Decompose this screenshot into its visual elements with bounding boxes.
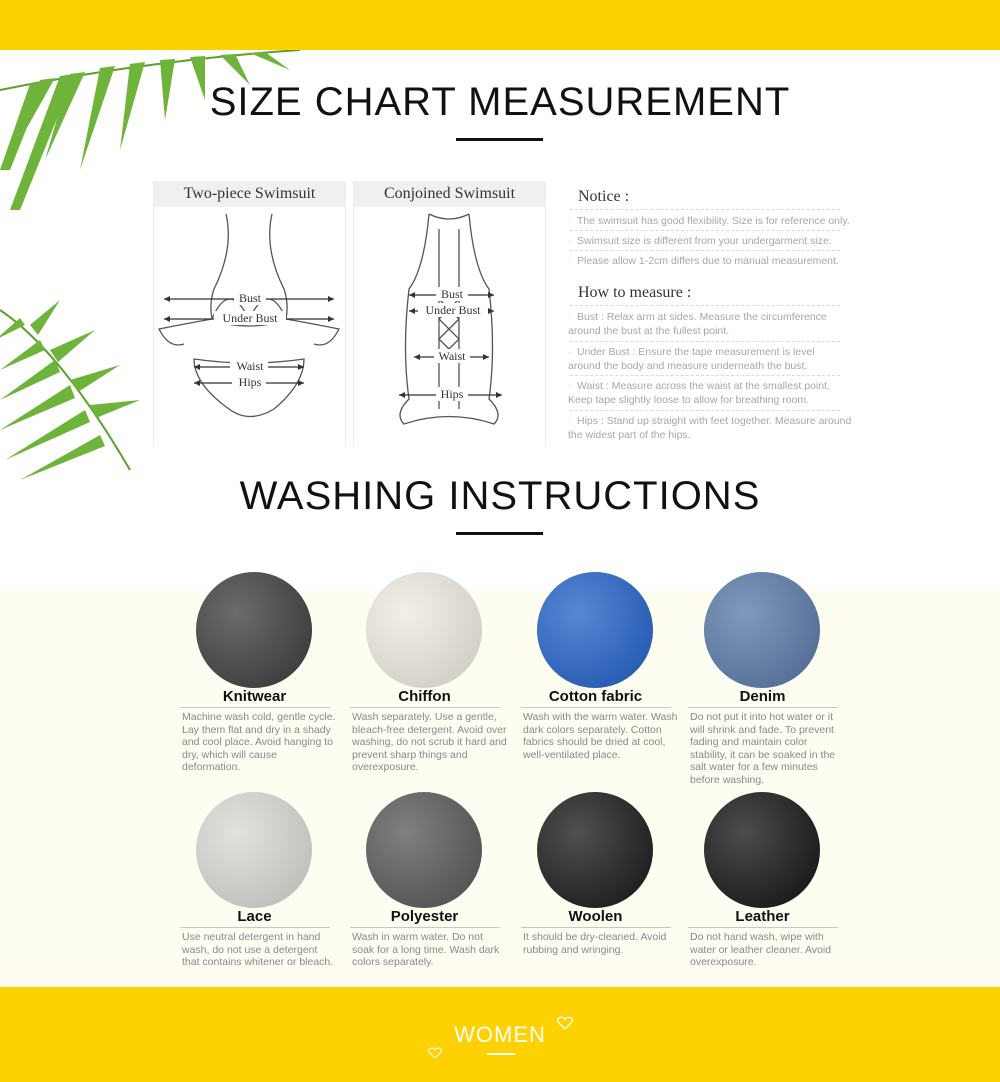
notice-divider [570,250,840,251]
two-piece-swimsuit-diagram [154,209,345,446]
fabric-name: Knitwear [222,688,287,705]
notice-divider [570,230,840,231]
two-piece-label-under-bust: Under Bust [222,311,278,325]
fabric-care-text: Do not put it into hot water or it will shrink and fade. To prevent fading and maintain color stability, it can be soaked in the salt water for a few minutes before washing. [690,711,836,786]
conjoined-heading: Conjoined Swimsuit [354,181,545,207]
fabric-swatch [704,572,820,688]
fabric-name: Polyester [390,908,459,925]
fabric-name: Denim [739,688,786,705]
fabric-name: Cotton fabric [548,688,643,705]
fabric-divider [180,707,330,708]
how-to-item: · Under Bust : Ensure the tape measurement is level around the body and measure underneath the bust. [568,346,815,372]
conjoined-label-hips: Hips [440,387,464,401]
two-piece-label-waist: Waist [236,359,264,373]
how-to-item: · Waist : Measure across the waist at the smallest point. Keep tape slightly loose to allow for breathing room. [568,380,830,406]
two-piece-label-bust: Bust [238,291,262,305]
fabric-divider [180,927,330,928]
two-piece-panel [153,181,346,446]
how-to-divider [570,305,840,306]
fabric-swatch [366,792,482,908]
heart-icon [557,1016,573,1030]
fabric-divider [688,707,838,708]
fabric-swatch [196,572,312,688]
how-to-divider [570,375,840,376]
fabric-swatch [704,792,820,908]
fabric-care-text: Machine wash cold, gentle cycle. Lay them flat and dry in a shady and cool place. Avoid hanging to dry, which will cause deformation. [182,711,336,773]
notice-heading: Notice : [578,188,630,205]
conjoined-panel [353,181,546,446]
fabric-care-text: It should be dry-cleaned. Avoid rubbing and wringing. [523,931,667,956]
two-piece-heading: Two-piece Swimsuit [154,181,345,207]
washing-background [0,590,1000,987]
fabric-care-text: Wash in warm water. Do not soak for a long time. Wash dark colors separately. [352,931,500,968]
notice-item: · Swimsuit size is different from your undergarment size. [568,235,832,247]
heart-icon [428,1047,442,1059]
fabric-care-text: Use neutral detergent in hand wash, do not use a detergent that contains whitener or bleach. [182,931,334,968]
how-to-heading: How to measure : [578,284,692,301]
fabric-divider [688,927,838,928]
size-chart-title: SIZE CHART MEASUREMENT [209,80,791,124]
how-to-divider [570,341,840,342]
fabric-divider [350,927,500,928]
how-to-item: · Bust : Relax arm at sides. Measure the circumference around the bust at the fullest point. [568,311,827,337]
conjoined-label-bust: Bust [440,287,464,301]
fabric-divider [350,707,500,708]
fabric-swatch [537,792,653,908]
notice-item: · The swimsuit has good flexibility. Size is for reference only. [568,215,850,227]
fabric-name: Lace [237,908,272,925]
how-to-divider [570,410,840,411]
fabric-name: Woolen [568,908,623,925]
notice-divider [570,209,840,210]
fabric-care-text: Wash separately. Use a gentle, bleach-free detergent. Avoid over washing, do not scrub it hard and prevent sharp things and overexposure. [352,711,507,773]
footer-underline [487,1053,515,1055]
top-yellow-bar [0,0,1000,50]
footer-women-label: WOMEN [454,1022,546,1047]
two-piece-label-hips: Hips [238,375,262,389]
fabric-swatch [366,572,482,688]
fabric-divider [521,927,671,928]
fabric-swatch [537,572,653,688]
washing-title: WASHING INSTRUCTIONS [239,474,761,518]
fabric-name: Chiffon [398,688,451,705]
conjoined-label-under-bust: Under Bust [425,303,481,317]
fabric-care-text: Do not hand wash, wipe with water or leather cleaner. Avoid overexposure. [690,931,832,968]
conjoined-label-waist: Waist [438,349,466,363]
how-to-item: · Hips : Stand up straight with feet together. Measure around the widest part of the hips. [568,415,852,441]
fabric-name: Leather [735,908,790,925]
washing-title-rule [456,532,543,535]
fabric-care-text: Wash with the warm water. Wash dark colors separately. Cotton fabrics should be dried at cool, well-ventilated place. [523,711,678,761]
size-chart-title-rule [456,138,543,141]
conjoined-swimsuit-diagram [354,209,545,446]
fabric-divider [521,707,671,708]
notice-item: · Please allow 1-2cm differs due to manual measurement. [568,255,839,267]
fabric-swatch [196,792,312,908]
